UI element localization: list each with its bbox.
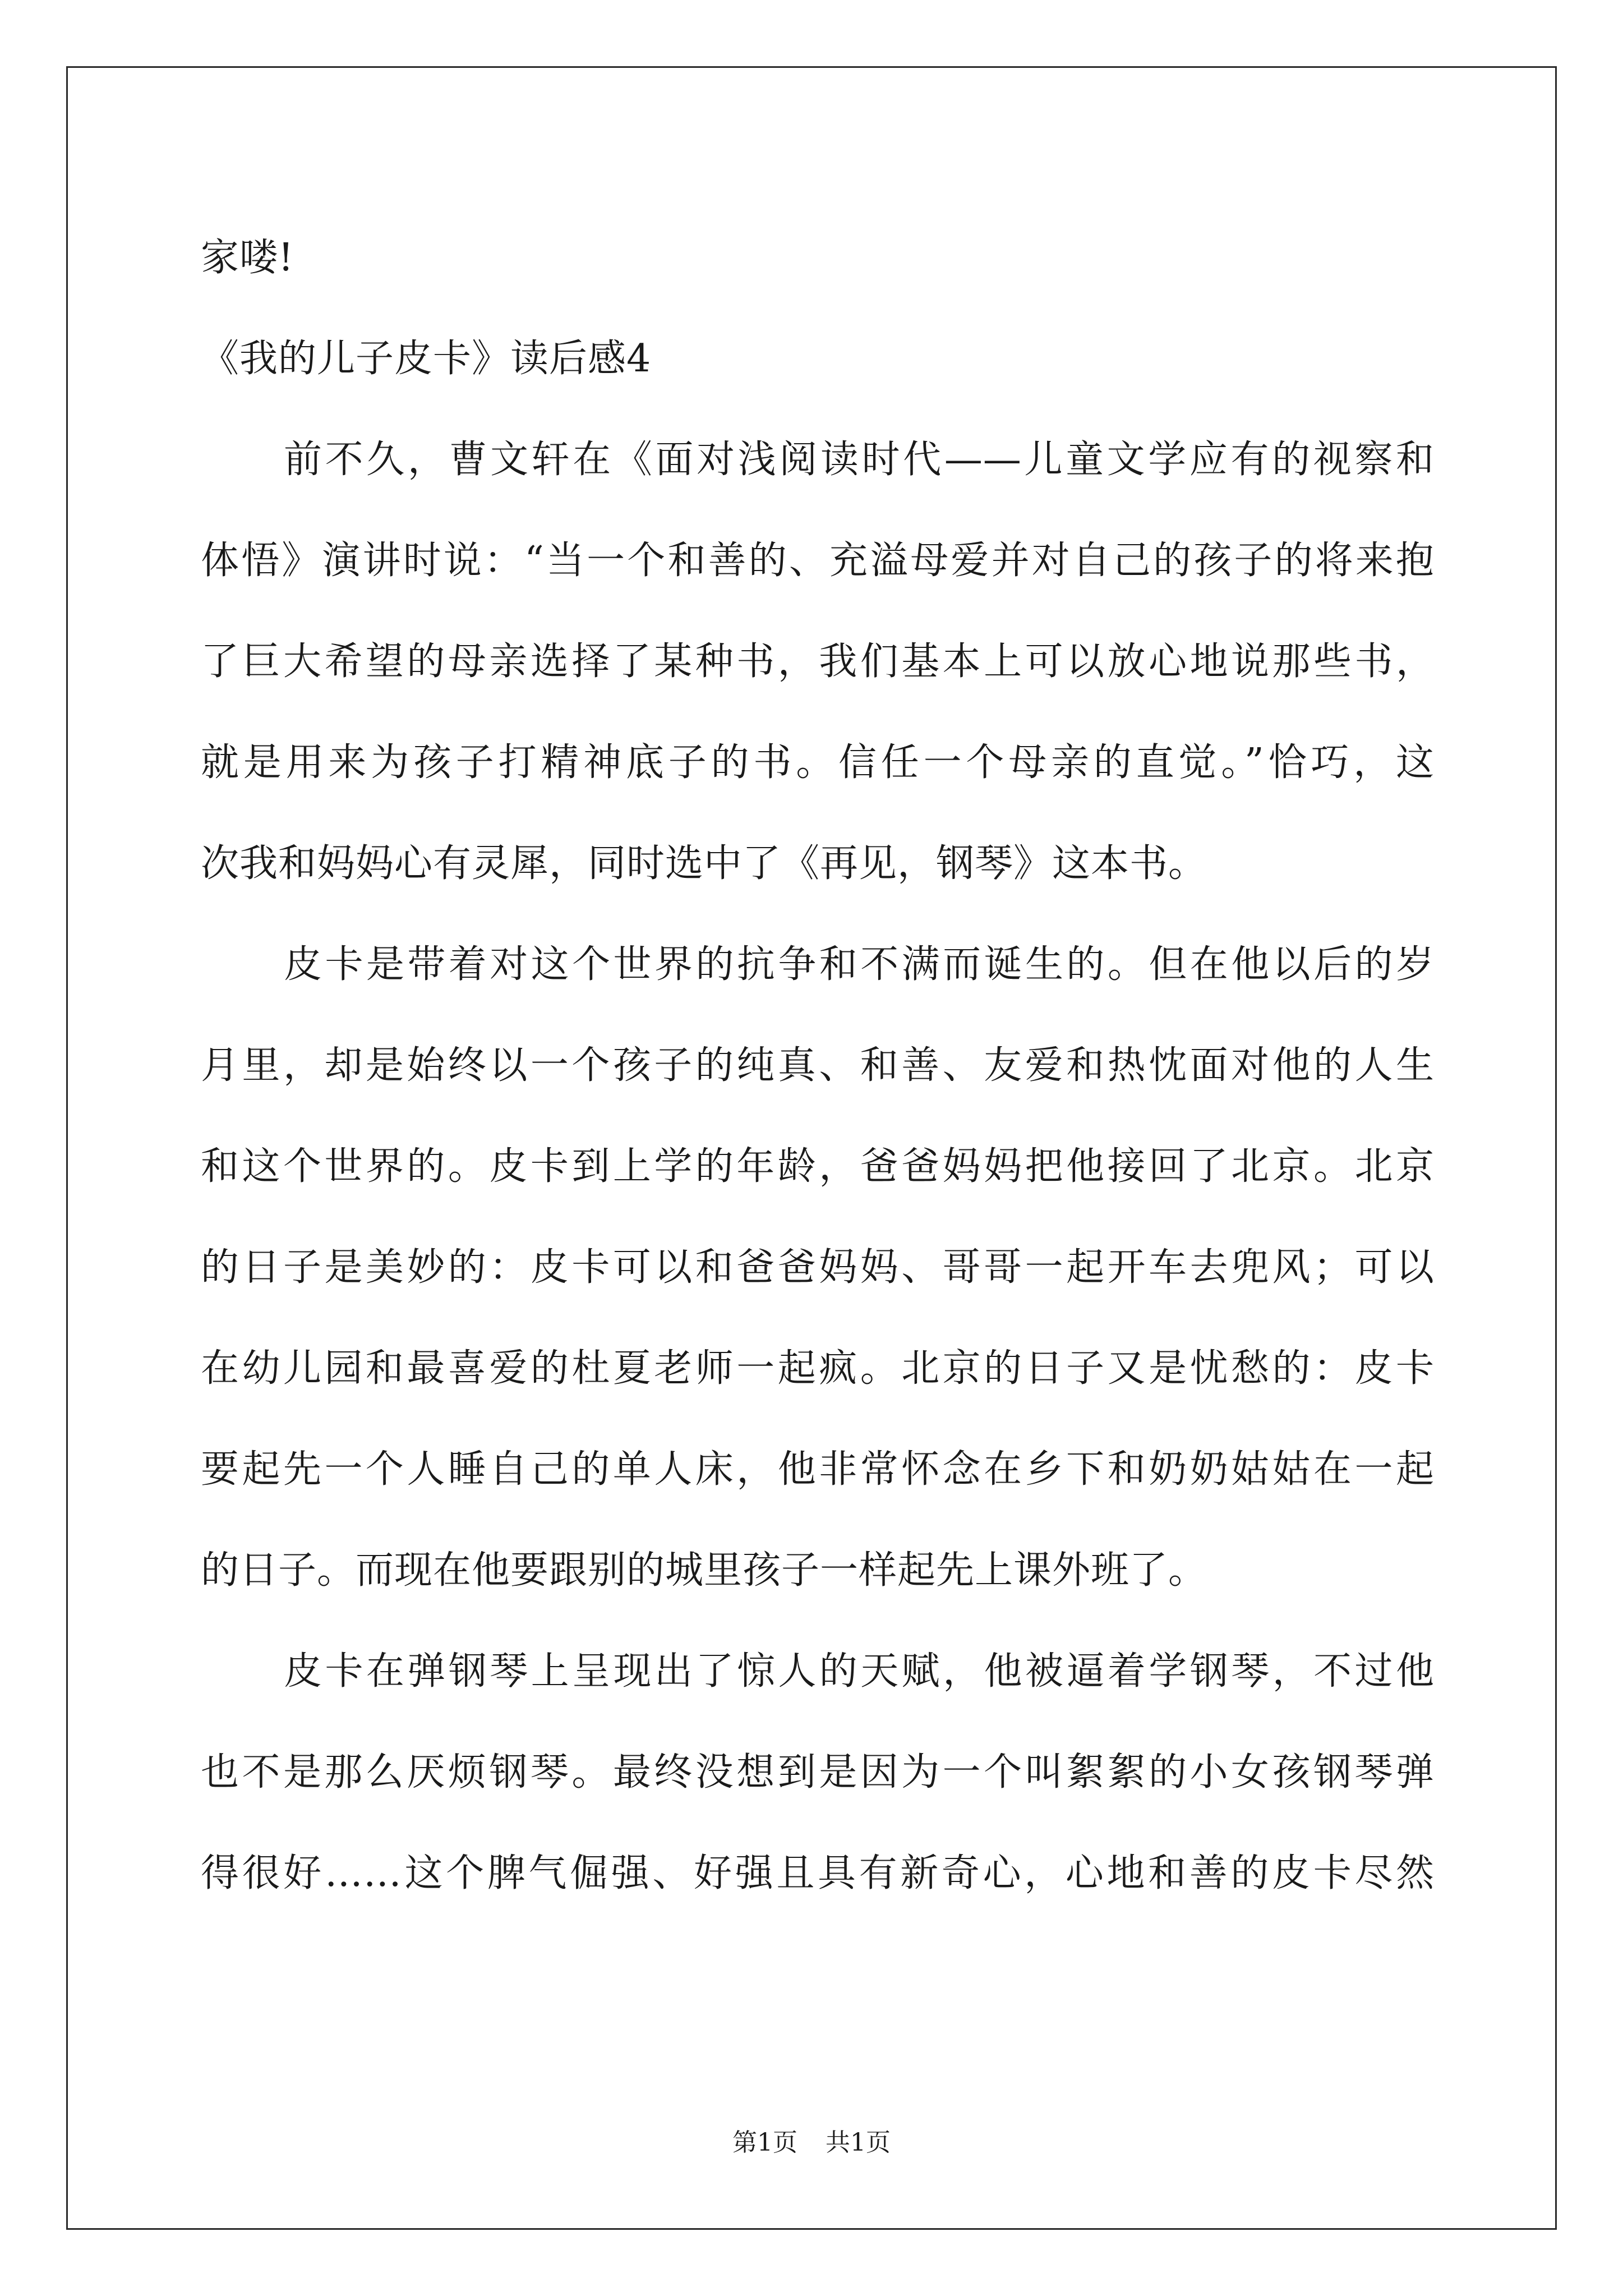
text-line: 次我和妈妈心有灵犀，同时选中了《再见，钢琴》这本书。 (201, 841, 1207, 886)
text-line: 家喽! (201, 236, 294, 280)
page-total: 共1页 (826, 2128, 891, 2157)
text-line: 皮卡是带着对这个世界的抗争和不满而诞生的。但在他以后的岁 (284, 942, 1435, 987)
text-line: 了巨大希望的母亲选择了某种书，我们基本上可以放心地说那些书， (201, 639, 1435, 684)
text-line: 在幼儿园和最喜爱的杜夏老师一起疯。北京的日子又是忧愁的：皮卡 (201, 1346, 1435, 1391)
text-line: 得很好……这个脾气倔强、好强且具有新奇心，心地和善的皮卡尽然 (201, 1851, 1435, 1895)
text-line: 要起先一个人睡自己的单人床，他非常怀念在乡下和奶奶姑姑在一起 (201, 1447, 1435, 1492)
text-line: 和这个世界的。皮卡到上学的年龄，爸爸妈妈把他接回了北京。北京 (201, 1144, 1435, 1189)
text-line: 月里，却是始终以一个孩子的纯真、和善、友爱和热忱面对他的人生 (201, 1043, 1435, 1088)
text-line: 前不久，曹文轩在《面对浅阅读时代——儿童文学应有的视察和 (284, 438, 1435, 482)
document-body (201, 208, 1435, 1924)
text-line: 就是用来为孩子打精神底子的书。信任一个母亲的直觉。”恰巧，这 (201, 740, 1435, 785)
text-line: 皮卡在弹钢琴上呈现出了惊人的天赋，他被逼着学钢琴，不过他 (284, 1649, 1435, 1694)
text-line: 的日子。而现在他要跟别的城里孩子一样起先上课外班了。 (201, 1548, 1207, 1593)
text-line: 也不是那么厌烦钢琴。最终没想到是因为一个叫絮絮的小女孩钢琴弹 (201, 1750, 1435, 1795)
page-footer (0, 2126, 1623, 2160)
text-line: 的日子是美妙的：皮卡可以和爸爸妈妈、哥哥一起开车去兜风；可以 (201, 1245, 1435, 1290)
text-line: 体悟》演讲时说：“当一个和善的、充溢母爱并对自己的孩子的将来抱 (201, 539, 1435, 583)
page-number: 第1页 (732, 2128, 797, 2157)
article-title: 《我的儿子皮卡》读后感4 (201, 337, 652, 381)
